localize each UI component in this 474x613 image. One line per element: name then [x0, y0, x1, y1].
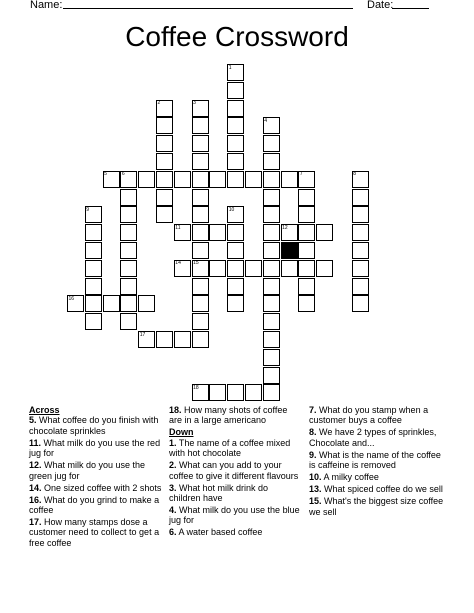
- grid-cell[interactable]: [120, 242, 137, 259]
- clue-text: We have 2 types of sprinkles, Chocolate and...: [309, 427, 437, 448]
- grid-cell[interactable]: [192, 224, 209, 241]
- grid-cell[interactable]: [352, 206, 369, 223]
- clue-item: [29, 517, 164, 548]
- grid-clue-number: 10: [228, 206, 235, 213]
- grid-cell[interactable]: [263, 295, 280, 312]
- grid-cell[interactable]: [192, 278, 209, 295]
- grid-clue-number: 12: [282, 224, 288, 231]
- grid-cell[interactable]: [156, 117, 173, 134]
- clues-column-2: [169, 405, 302, 539]
- clue-number: 1.: [169, 437, 177, 448]
- grid-cell[interactable]: [245, 171, 262, 188]
- date-label: Date:: [367, 0, 394, 11]
- across-heading: Across: [29, 405, 60, 415]
- clue-number: 10.: [309, 472, 322, 483]
- grid-cell[interactable]: [227, 242, 244, 259]
- grid-cell[interactable]: [227, 82, 244, 99]
- clue-text: How many shots of coffee are in a large americano: [169, 405, 288, 426]
- clue-item: [309, 427, 449, 448]
- grid-cell[interactable]: [281, 260, 298, 277]
- grid-cell[interactable]: [103, 295, 120, 312]
- clue-text: A water based coffee: [176, 527, 263, 538]
- grid-cell[interactable]: [227, 171, 244, 188]
- grid-cell[interactable]: [263, 171, 280, 188]
- grid-cell[interactable]: [298, 189, 315, 206]
- grid-cell[interactable]: [192, 117, 209, 134]
- clue-text: What coffee do you finish with chocolate sprinkles: [29, 415, 159, 436]
- grid-cell[interactable]: [156, 135, 173, 152]
- clue-number: 4.: [169, 505, 177, 516]
- grid-cell[interactable]: [352, 224, 369, 241]
- clue-item: [169, 527, 302, 537]
- clue-text: The name of a coffee mixed with hot chocolate: [169, 437, 291, 459]
- grid-cell[interactable]: [352, 189, 369, 206]
- grid-cell[interactable]: [192, 313, 209, 330]
- grid-clue-number: 6: [121, 171, 125, 178]
- grid-cell[interactable]: [120, 224, 137, 241]
- grid-cell[interactable]: [85, 224, 102, 241]
- grid-cell[interactable]: [156, 206, 173, 223]
- grid-clue-number: 15: [193, 260, 199, 267]
- grid-cell[interactable]: [352, 260, 369, 277]
- grid-cell[interactable]: [138, 171, 155, 188]
- grid-cell[interactable]: [316, 224, 333, 241]
- grid-clue-number: 3: [193, 100, 196, 107]
- grid-cell[interactable]: [263, 384, 280, 401]
- grid-clue-number: 18: [193, 384, 199, 391]
- clue-text: What hot milk drink do children have: [169, 482, 269, 504]
- clue-number: 12.: [29, 460, 42, 471]
- grid-cell[interactable]: [263, 278, 280, 295]
- grid-clue-number: 7: [299, 171, 303, 178]
- grid-cell[interactable]: [298, 260, 315, 277]
- clue-text: What do you grind to make a coffee: [29, 494, 160, 516]
- grid-cell[interactable]: [263, 135, 280, 152]
- grid-cell[interactable]: [263, 349, 280, 366]
- grid-cell[interactable]: [263, 153, 280, 170]
- grid-cell[interactable]: [85, 260, 102, 277]
- clue-number: 7.: [309, 405, 317, 415]
- down-heading: Down: [169, 427, 194, 438]
- grid-cell[interactable]: [192, 242, 209, 259]
- grid-cell[interactable]: [227, 224, 244, 241]
- grid-clue-number: 16: [68, 295, 75, 302]
- grid-clue-number: 14: [175, 260, 181, 267]
- clue-number: 11.: [29, 437, 42, 448]
- grid-cell[interactable]: [120, 189, 137, 206]
- grid-cell[interactable]: [156, 153, 173, 170]
- grid-clue-number: 2: [157, 100, 161, 107]
- clue-text: How many stamps dose a customer need to collect to get a free coffee: [29, 517, 160, 548]
- grid-cell[interactable]: [227, 384, 244, 401]
- grid-cell[interactable]: [263, 242, 280, 259]
- grid-cell[interactable]: [352, 242, 369, 259]
- grid-clue-number: 8: [353, 171, 357, 178]
- grid-cell[interactable]: [298, 295, 315, 312]
- grid-cell[interactable]: [316, 260, 333, 277]
- grid-cell[interactable]: [352, 295, 369, 312]
- grid-cell[interactable]: [85, 278, 102, 295]
- grid-cell[interactable]: [209, 384, 226, 401]
- grid-cell[interactable]: [156, 331, 173, 348]
- clue-item: [169, 438, 302, 459]
- clue-number: 16.: [29, 494, 42, 505]
- grid-cell[interactable]: [192, 135, 209, 152]
- page-title: Coffee Crossword: [125, 21, 349, 52]
- grid-cell[interactable]: [192, 331, 209, 348]
- grid-cell[interactable]: [174, 331, 191, 348]
- clue-number: 5.: [29, 415, 37, 426]
- clue-item: [169, 460, 302, 481]
- clue-number: 3.: [169, 482, 177, 493]
- grid-cell[interactable]: [352, 278, 369, 295]
- clue-item: [309, 472, 449, 482]
- clues-column-3: [309, 405, 449, 519]
- clue-item: [29, 483, 164, 493]
- grid-cell[interactable]: [227, 153, 244, 170]
- grid-cell[interactable]: [156, 189, 173, 206]
- clue-text: A milky coffee: [321, 472, 379, 483]
- clues-column-1: [29, 405, 164, 550]
- grid-cell[interactable]: [227, 117, 244, 134]
- grid-cell[interactable]: [227, 295, 244, 312]
- clue-text: What can you add to your coffee to give it different flavours: [169, 460, 299, 481]
- grid-clue-number: 4: [264, 117, 268, 124]
- clue-number: 13.: [309, 484, 322, 495]
- clue-text: What milk do you use the red jug for: [29, 437, 161, 459]
- clue-text: What milk do you use the blue jug for: [169, 505, 300, 526]
- clue-number: 17.: [29, 517, 42, 528]
- grid-cell[interactable]: [156, 171, 173, 188]
- grid-cell[interactable]: [227, 260, 244, 277]
- grid-cell[interactable]: [263, 206, 280, 223]
- grid-cell[interactable]: [120, 206, 137, 223]
- name-label: Name:: [30, 0, 63, 11]
- clue-item: [309, 496, 449, 517]
- clue-item: [29, 460, 164, 481]
- grid-cell[interactable]: [298, 206, 315, 223]
- grid-cell[interactable]: [281, 171, 298, 188]
- grid-clue-number: 17: [139, 331, 146, 338]
- clue-number: 18.: [169, 405, 182, 415]
- grid-cell[interactable]: [209, 224, 226, 241]
- grid-cell[interactable]: [192, 153, 209, 170]
- clue-text: What milk do you use the green jug for: [29, 460, 146, 481]
- grid-cell[interactable]: [263, 224, 280, 241]
- grid-clue-number: 5: [104, 171, 107, 178]
- clue-item: [309, 484, 449, 494]
- grid-cell[interactable]: [209, 171, 226, 188]
- clue-item: [309, 450, 449, 471]
- clue-text: What spiced coffee do we sell: [321, 484, 443, 495]
- grid-cell[interactable]: [245, 260, 262, 277]
- grid-cell[interactable]: [85, 295, 102, 312]
- grid-clue-number: 11: [175, 224, 181, 231]
- clue-item: [169, 405, 302, 426]
- grid-cell[interactable]: [192, 171, 209, 188]
- grid-cell[interactable]: [192, 206, 209, 223]
- grid-cell[interactable]: [227, 278, 244, 295]
- grid-cell[interactable]: [263, 331, 280, 348]
- clue-item: [309, 405, 449, 426]
- clue-number: 8.: [309, 427, 317, 438]
- clue-number: 15.: [309, 496, 322, 507]
- grid-cell[interactable]: [298, 278, 315, 295]
- clue-item: [29, 415, 164, 436]
- grid-cell[interactable]: [245, 384, 262, 401]
- grid-clue-number: 9: [86, 206, 90, 213]
- clue-text: One sized coffee with 2 shots: [41, 482, 162, 493]
- clue-text: What's the biggest size coffee we sell: [309, 496, 444, 517]
- grid-cell[interactable]: [263, 367, 280, 384]
- grid-cell[interactable]: [192, 189, 209, 206]
- clue-item: [169, 483, 302, 504]
- grid-cell[interactable]: [120, 295, 137, 312]
- grid-cell[interactable]: [85, 242, 102, 259]
- grid-clue-number: 1: [228, 64, 232, 71]
- grid-cell[interactable]: [120, 260, 137, 277]
- grid-cell[interactable]: [263, 313, 280, 330]
- clue-text: What do you stamp when a customer buys a coffee: [309, 405, 429, 426]
- grid-cell[interactable]: [120, 278, 137, 295]
- clue-number: 14.: [29, 482, 42, 493]
- clue-item: [169, 505, 302, 526]
- grid-cell[interactable]: [174, 171, 191, 188]
- grid-cell[interactable]: [298, 224, 315, 241]
- clue-number: 9.: [309, 449, 317, 460]
- grid-cell[interactable]: [192, 295, 209, 312]
- clue-text: What is the name of the coffee is caffeine is removed: [309, 449, 441, 471]
- grid-cell[interactable]: [227, 135, 244, 152]
- grid-cell[interactable]: [227, 100, 244, 117]
- clue-item: [29, 438, 164, 459]
- clue-item: [29, 495, 164, 516]
- grid-cell[interactable]: [263, 189, 280, 206]
- clue-number: 2.: [169, 460, 177, 471]
- grid-cell[interactable]: [138, 295, 155, 312]
- grid-cell[interactable]: [263, 260, 280, 277]
- grid-cell[interactable]: [298, 242, 315, 259]
- clue-number: 6.: [169, 527, 177, 538]
- grid-cell[interactable]: [85, 313, 102, 330]
- grid-cell[interactable]: [120, 313, 137, 330]
- grid-cell[interactable]: [209, 260, 226, 277]
- grid-clue-number: 13: [282, 242, 288, 249]
